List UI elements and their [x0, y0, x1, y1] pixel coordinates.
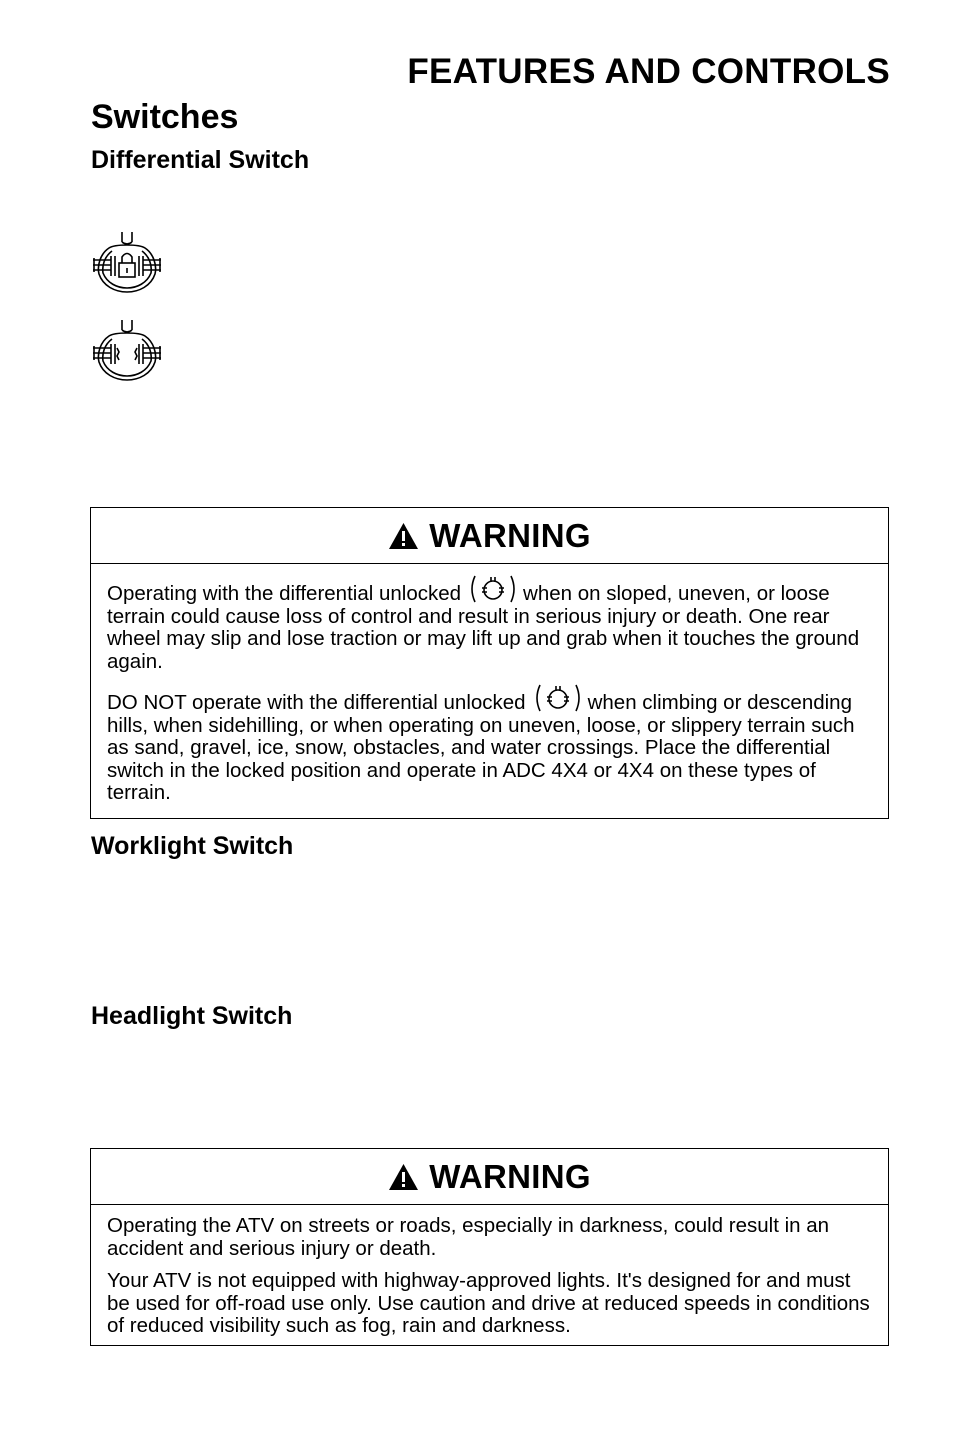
warning-header	[91, 1149, 888, 1205]
worklight-switch-heading: Worklight Switch	[91, 832, 294, 860]
warning-body	[91, 1205, 888, 1348]
section-title: Switches	[91, 98, 239, 136]
differential-unlocked-inline-icon	[469, 574, 517, 604]
differential-locked-icon	[91, 230, 163, 296]
warning-title: WARNING	[429, 516, 591, 554]
warning-paragraph	[107, 574, 870, 673]
warning-text: when on sloped, uneven, or loose terrain could cause loss of control and result in serious injury or death. One rear wheel may slip and lose traction or may lift up and grab when it touches the ground again.	[107, 582, 860, 673]
warning-triangle-icon	[388, 522, 419, 550]
differential-switch-heading: Differential Switch	[91, 146, 310, 174]
warning-paragraph: Operating the ATV on streets or roads, especially in darkness, could result in an accident and serious injury or death.	[107, 1214, 830, 1260]
warning-body	[91, 564, 888, 815]
differential-unlocked-inline-icon	[534, 683, 582, 713]
warning-header	[91, 508, 888, 564]
differential-unlocked-icon	[91, 318, 163, 384]
warning-title: WARNING	[429, 1157, 591, 1195]
warning-box-lights	[90, 1148, 889, 1346]
warning-text: when climbing or descending hills, when sidehilling, or when operating on uneven, loose, or slippery terrain such as sand, gravel, ice, snow, obstacles, and water crossings. Place the differential switch in the locked position and operate in ADC 4X4 or 4X4 on these types of terrain.	[107, 691, 855, 804]
warning-box-differential	[90, 507, 889, 819]
chapter-title: FEATURES AND CONTROLS	[407, 52, 890, 91]
headlight-switch-heading: Headlight Switch	[91, 1002, 293, 1030]
warning-text: DO NOT operate with the differential unlocked	[107, 691, 526, 714]
warning-paragraph	[107, 683, 870, 805]
warning-text: Operating with the differential unlocked	[107, 582, 462, 605]
warning-paragraph: Your ATV is not equipped with highway-approved lights. It's designed for and must be used for off-road use only. Use caution and drive at reduced speeds in conditions of reduced visibility such as fog, rain and darkness.	[107, 1269, 870, 1337]
warning-triangle-icon	[388, 1163, 419, 1191]
